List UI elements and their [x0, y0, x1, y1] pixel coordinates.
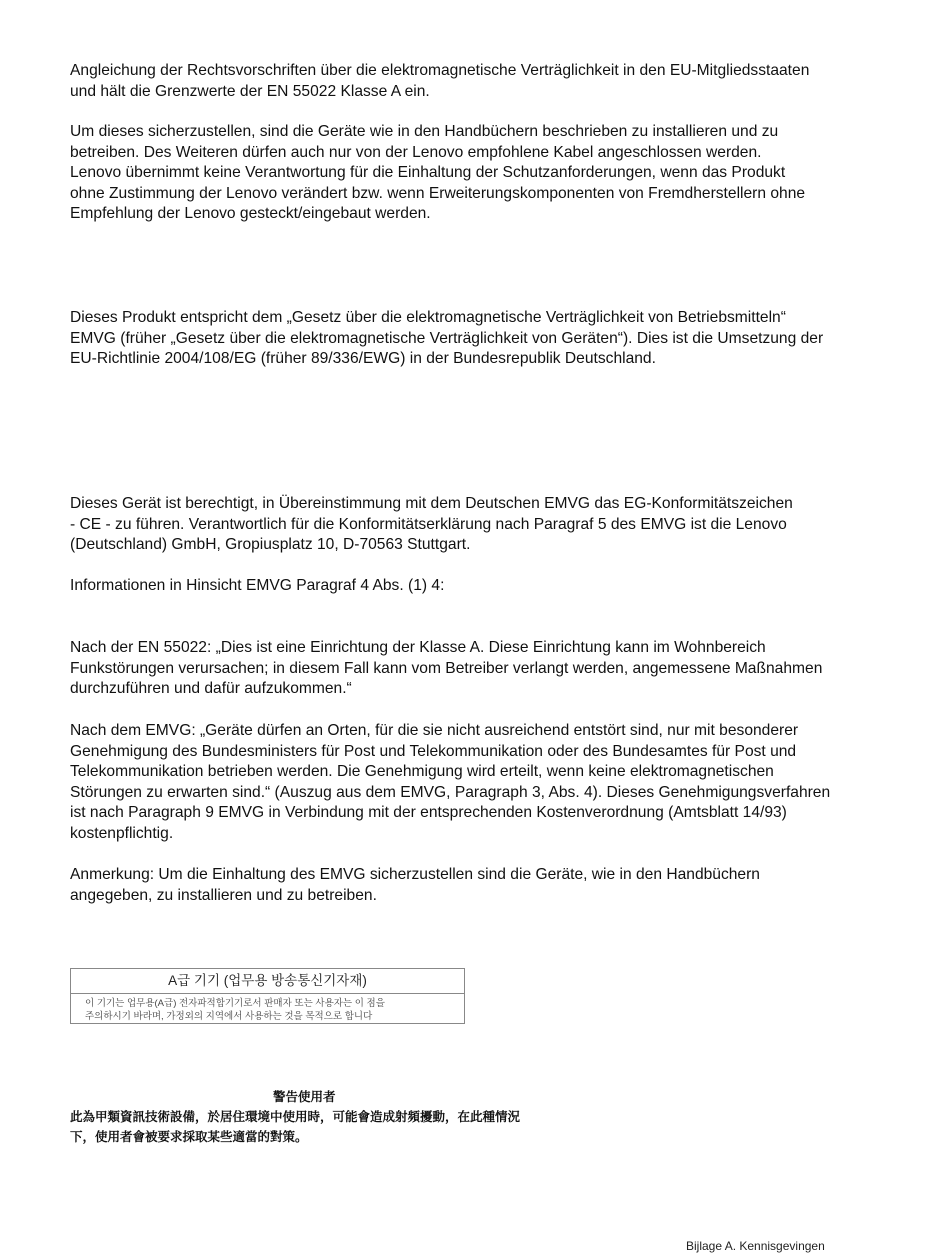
- text-line: Anmerkung: Um die Einhaltung des EMVG sicherzustellen sind die Geräte, wie in den Handbüchern: [70, 866, 760, 883]
- text-line: (Deutschland) GmbH, Gropiusplatz 10, D-70563 Stuttgart.: [70, 536, 471, 554]
- paragraph-ce-mark: [70, 494, 910, 556]
- korean-notice-title: A급 기기 (업무용 방송통신기자재): [71, 969, 464, 994]
- text-line: betreiben. Des Weiteren dürfen auch nur von der Lenovo empfohlene Kabel angeschlossen werden.: [70, 143, 762, 161]
- korean-notice-body: [71, 994, 464, 1023]
- text-line: Informationen in Hinsicht EMVG Paragraf 4 Abs. (1) 4:: [70, 577, 445, 594]
- text-line: Genehmigung des Bundesministers für Post und Telekommunikation oder des Bundesamtes für Post und: [70, 742, 797, 760]
- text-line: Um dieses sicherzustellen, sind die Geräte wie in den Handbüchern beschrieben zu installieren und zu: [70, 123, 779, 140]
- text-line: ist nach Paragraph 9 EMVG in Verbindung mit der entsprechenden Kostenverordnung (Amtsblatt 14/93): [70, 804, 787, 822]
- text-line: Dieses Gerät ist berechtigt, in Übereinstimmung mit dem Deutschen EMVG das EG-Konformitätszeichen: [70, 495, 793, 512]
- text-line: - CE - zu führen. Verantwortlich für die Konformitätserklärung nach Paragraf 5 des EMVG ist die Lenovo: [70, 515, 787, 533]
- text-line: angegeben, zu installieren und zu betreiben.: [70, 886, 377, 904]
- text-line: 下，使用者會被要求採取某些適當的對策。: [70, 1130, 308, 1144]
- paragraph-en55022-quote: [70, 638, 910, 700]
- taiwan-notice-body: [70, 1107, 520, 1147]
- taiwan-notice-title: 警告使用者: [273, 1090, 336, 1104]
- text-line: Nach der EN 55022: „Dies ist eine Einrichtung der Klasse A. Diese Einrichtung kann im Wohnbereich: [70, 639, 766, 656]
- text-line: Störungen zu erwarten sind.“ (Auszug aus dem EMVG, Paragraph 3, Abs. 4). Dieses Genehmigungsverfahren: [70, 783, 831, 801]
- page-footer: Bijlage A. Kennisgevingen: [686, 1239, 825, 1253]
- paragraph-emvg-quote: [70, 721, 910, 845]
- paragraph-remark: [70, 865, 910, 906]
- paragraph-emvg-law: [70, 308, 910, 370]
- text-line: Nach dem EMVG: „Geräte dürfen an Orten, für die sie nicht ausreichend entstört sind, nur mit besonderer: [70, 722, 799, 739]
- text-line: und hält die Grenzwerte der EN 55022 Klasse A ein.: [70, 82, 430, 100]
- text-line: ohne Zustimmung der Lenovo verändert bzw. wenn Erweiterungskomponenten von Fremdherstellern ohne: [70, 184, 806, 202]
- paragraph-emvg-info: [70, 576, 910, 597]
- text-line: Telekommunikation betrieben werden. Die Genehmigung wird erteilt, wenn keine elektromagnetischen: [70, 763, 774, 781]
- paragraph-emv-directive: [70, 61, 910, 102]
- text-line: 이 기기는 업무용(A급) 전자파적합기기로서 판매자 또는 사용자는 이 점을: [85, 998, 385, 1009]
- text-line: Funkstörungen verursachen; in diesem Fall kann vom Betreiber verlangt werden, angemessene Maßnahmen: [70, 659, 823, 677]
- text-line: 주의하시기 바라며, 가정외의 지역에서 사용하는 것을 목적으로 합니다: [85, 1011, 373, 1022]
- korean-class-a-notice: [70, 968, 465, 1024]
- text-line: Empfehlung der Lenovo gesteckt/eingebaut werden.: [70, 205, 431, 223]
- text-line: Dieses Produkt entspricht dem „Gesetz über die elektromagnetische Verträglichkeit von Betriebsmitteln“: [70, 309, 786, 326]
- text-line: 此為甲類資訊技術設備，於居住環境中使用時，可能會造成射頻擾動，在此種情況: [70, 1110, 521, 1124]
- text-line: EU-Richtlinie 2004/108/EG (früher 89/336/EWG) in der Bundesrepublik Deutschland.: [70, 350, 656, 368]
- text-line: Angleichung der Rechtsvorschriften über die elektromagnetische Verträglichkeit in den EU-Mitgliedsstaaten: [70, 62, 810, 79]
- paragraph-installation: [70, 122, 910, 225]
- text-line: kostenpflichtig.: [70, 824, 174, 842]
- text-line: Lenovo übernimmt keine Verantwortung für die Einhaltung der Schutzanforderungen, wenn das Produkt: [70, 164, 786, 182]
- text-line: EMVG (früher „Gesetz über die elektromagnetische Verträglichkeit von Geräten“). Dies ist die Umsetzung der: [70, 329, 824, 347]
- text-line: durchzuführen und dafür aufzukommen.“: [70, 680, 352, 698]
